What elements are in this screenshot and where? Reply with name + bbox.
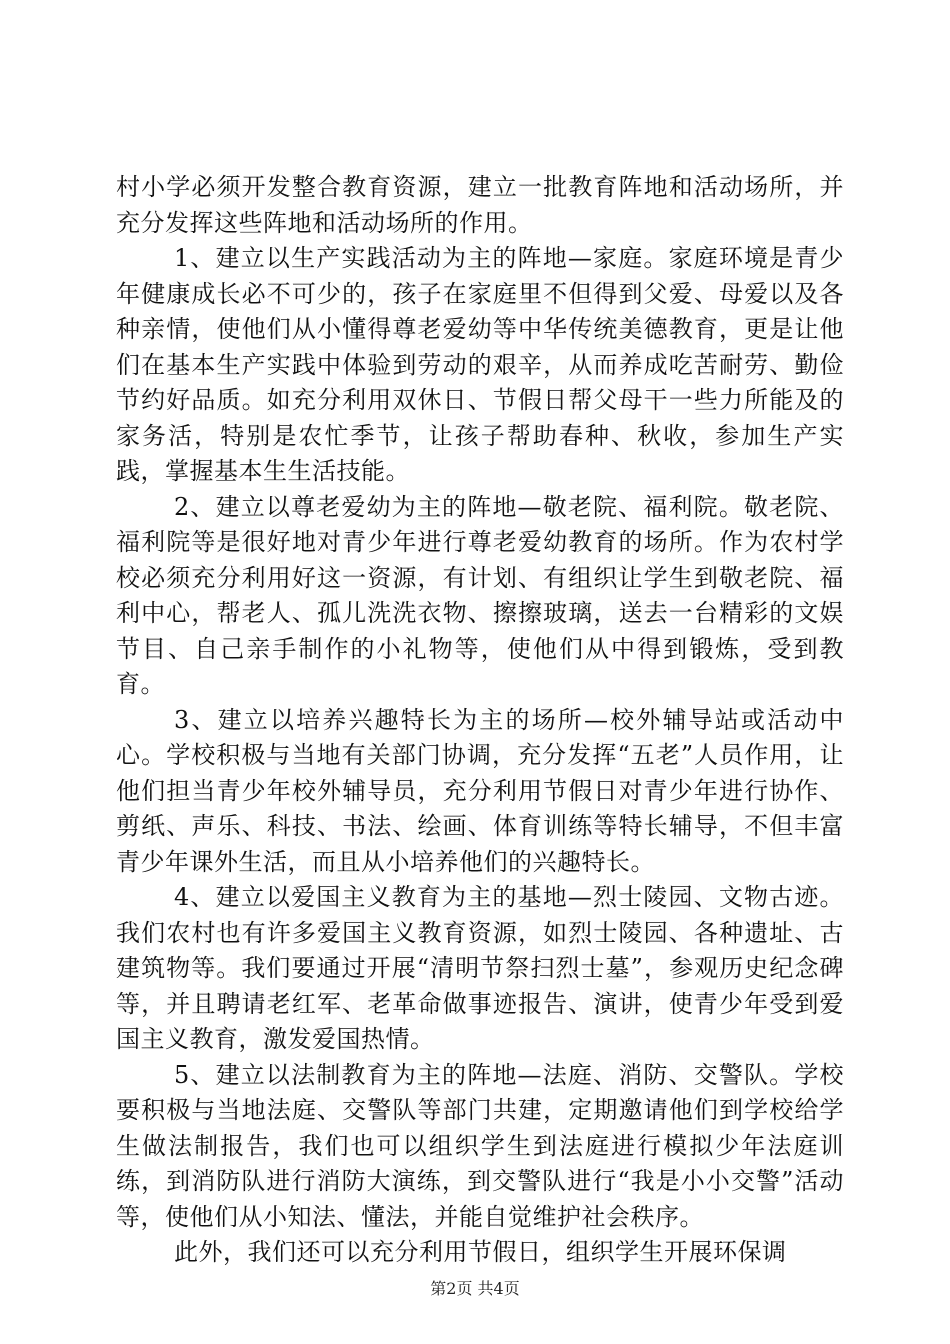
paragraph-4: 3、建立以培养兴趣特长为主的场所—校外辅导站或活动中心。学校积极与当地有关部门协调，充分发挥“五老”人员作用，让他们担当青少年校外辅导员，充分利用节假日对青少年进行协作、剪纸、声乐、科技、书法、绘画、体育训练等特长辅导，不但丰富青少年课外生活，而且从小培养他们的兴趣特长。 [116,705,844,876]
page-footer: 第2页 共4页 [430,1279,520,1298]
document-body [116,170,844,1271]
paragraph-3: 2、建立以尊老爱幼为主的阵地—敬老院、福利院。敬老院、福利院等是很好地对青少年进行尊老爱幼教育的场所。作为农村学校必须充分利用好这一资源，有计划、有组织让学生到敬老院、福利中心，帮老人、孤儿洗洗衣物、擦擦玻璃，送去一台精彩的文娱节目、自己亲手制作的小礼物等，使他们从中得到锻炼，受到教育。 [116,492,844,698]
paragraph-5: 4、建立以爱国主义教育为主的基地—烈士陵园、文物古迹。我们农村也有许多爱国主义教育资源，如烈士陵园、各种遗址、古建筑物等。我们要通过开展“清明节祭扫烈士墓”，参观历史纪念碑等，并且聘请老红军、老革命做事迹报告、演讲，使青少年受到爱国主义教育，激发爱国热情。 [116,883,844,1053]
paragraph-7: 此外，我们还可以充分利用节假日，组织学生开展环保调 [174,1238,787,1266]
paragraph-1: 村小学必须开发整合教育资源，建立一批教育阵地和活动场所，并充分发挥这些阵地和活动场所的作用。 [116,173,844,237]
paragraph-6: 5、建立以法制教育为主的阵地—法庭、消防、交警队。学校要积极与当地法庭、交警队等部门共建，定期邀请他们到学校给学生做法制报告，我们也可以组织学生到法庭进行模拟少年法庭训练，到消防队进行消防大演练，到交警队进行“我是小小交警”活动等，使他们从小知法、懂法，并能自觉维护社会秩序。 [116,1060,844,1231]
paragraph-2: 1、建立以生产实践活动为主的阵地—家庭。家庭环境是青少年健康成长必不可少的，孩子在家庭里不但得到父爱、母爱以及各种亲情，使他们从小懂得尊老爱幼等中华传统美德教育，更是让他们在基本生产实践中体验到劳动的艰辛，从而养成吃苦耐劳、勤俭节约好品质。如充分利用双休日、节假日帮父母干一些力所能及的家务活，特别是农忙季节，让孩子帮助春种、秋收，参加生产实践，掌握基本生生活技能。 [116,244,844,485]
